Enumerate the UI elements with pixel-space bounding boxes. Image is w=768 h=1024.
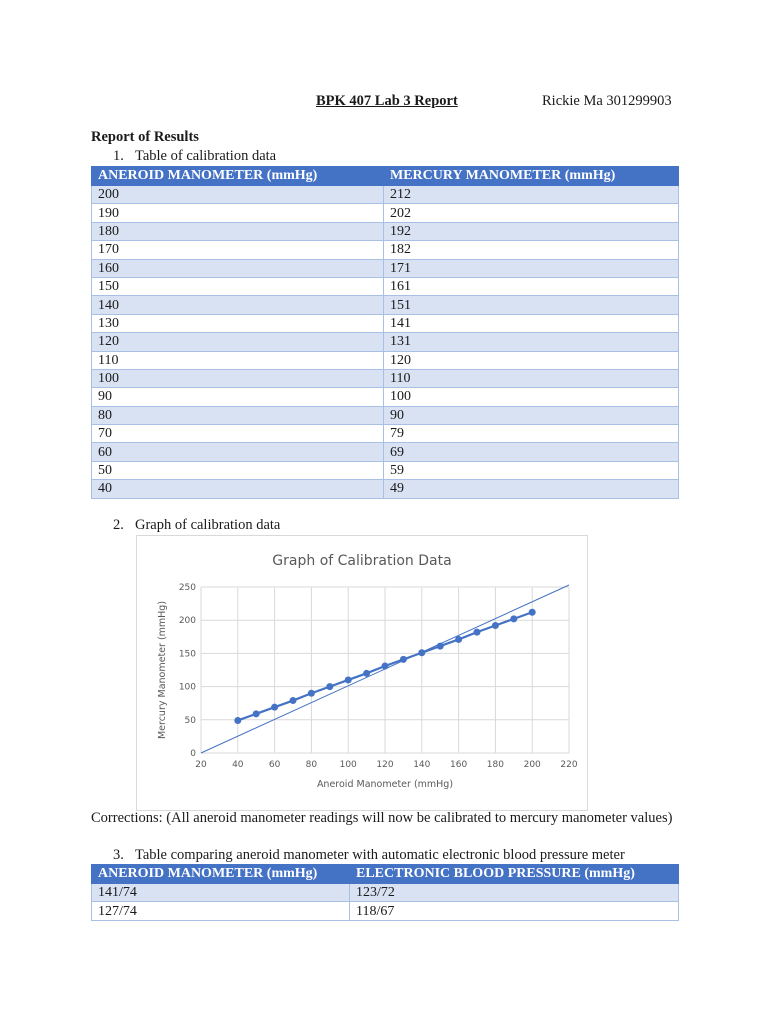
data-point (290, 697, 297, 704)
x-tick-label: 100 (339, 760, 357, 770)
x-axis-title: Aneroid Manometer (mmHg) (316, 779, 454, 790)
y-tick-label: 200 (178, 616, 196, 627)
aneroid-cell: 100 (92, 369, 384, 387)
item-text: Graph of calibration data (135, 517, 281, 533)
aneroid-cell: 190 (92, 204, 384, 222)
item-number: 1. (113, 148, 124, 164)
mercury-cell: 100 (384, 388, 679, 406)
aneroid-cell: 150 (92, 277, 384, 295)
table-row (92, 222, 679, 240)
x-tick-label: 40 (232, 760, 244, 770)
table-row (92, 259, 679, 277)
table-row (92, 204, 679, 222)
table-row (92, 406, 679, 424)
column-header-aneroid: ANEROID MANOMETER (mmHg) (92, 167, 384, 186)
comparison-table (91, 864, 679, 921)
x-tick-label: 80 (305, 760, 318, 770)
column-header-aneroid: ANEROID MANOMETER (mmHg) (92, 865, 350, 884)
item-text: Table comparing aneroid manometer with automatic electronic blood pressure meter (135, 847, 625, 863)
electronic-cell: 118/67 (350, 902, 679, 920)
corrections-note: Corrections: (All aneroid manometer readings will now be calibrated to mercury manometer values) (91, 810, 673, 826)
table-row (92, 425, 679, 443)
data-point (363, 670, 370, 677)
aneroid-cell: 170 (92, 241, 384, 259)
mercury-cell: 151 (384, 296, 679, 314)
table-row (92, 296, 679, 314)
y-tick-label: 250 (178, 583, 196, 593)
mercury-cell: 141 (384, 314, 679, 332)
x-tick-label: 180 (486, 760, 504, 770)
aneroid-cell: 90 (92, 388, 384, 406)
data-point (418, 649, 425, 656)
x-tick-label: 200 (523, 760, 541, 770)
data-point (400, 656, 407, 663)
x-tick-label: 20 (195, 760, 207, 770)
mercury-cell: 79 (384, 425, 679, 443)
mercury-cell: 131 (384, 333, 679, 351)
data-point (308, 690, 315, 697)
x-tick-label: 160 (450, 760, 468, 770)
x-tick-label: 60 (268, 760, 281, 770)
aneroid-cell: 140 (92, 296, 384, 314)
mercury-cell: 110 (384, 369, 679, 387)
aneroid-cell: 60 (92, 443, 384, 461)
y-tick-label: 150 (178, 649, 196, 660)
table-row (92, 388, 679, 406)
table-row (92, 884, 679, 902)
item-number: 3. (113, 847, 124, 863)
table-row (92, 241, 679, 259)
mercury-cell: 192 (384, 222, 679, 240)
table-row (92, 314, 679, 332)
table-row (92, 443, 679, 461)
y-tick-label: 100 (178, 682, 196, 693)
mercury-cell: 59 (384, 461, 679, 479)
mercury-cell: 90 (384, 406, 679, 424)
aneroid-cell: 160 (92, 259, 384, 277)
table-header-row (92, 167, 679, 186)
report-heading: Report of Results (91, 129, 199, 145)
data-point (326, 683, 333, 690)
data-point (234, 717, 241, 724)
aneroid-cell: 40 (92, 480, 384, 498)
aneroid-cell: 127/74 (92, 902, 350, 920)
x-tick-label: 220 (560, 760, 578, 770)
data-point (253, 710, 260, 717)
data-point (455, 636, 462, 643)
x-tick-label: 120 (376, 760, 394, 770)
electronic-cell: 123/72 (350, 884, 679, 902)
y-tick-label: 0 (190, 749, 196, 759)
y-axis-title: Mercury Manometer (mmHg) (157, 600, 168, 740)
table-row (92, 369, 679, 387)
table-header-row (92, 865, 679, 884)
aneroid-cell: 130 (92, 314, 384, 332)
mercury-cell: 69 (384, 443, 679, 461)
data-point (510, 615, 517, 622)
data-point (474, 629, 481, 636)
mercury-cell: 49 (384, 480, 679, 498)
aneroid-cell: 50 (92, 461, 384, 479)
chart-title: Graph of Calibration Data (272, 553, 452, 569)
table-row (92, 480, 679, 498)
document-title: BPK 407 Lab 3 Report (316, 93, 458, 109)
data-point (345, 676, 352, 683)
aneroid-cell: 110 (92, 351, 384, 369)
x-tick-label: 140 (413, 760, 431, 770)
aneroid-cell: 200 (92, 186, 384, 204)
table-row (92, 333, 679, 351)
mercury-cell: 120 (384, 351, 679, 369)
table-row (92, 461, 679, 479)
table-row (92, 351, 679, 369)
chart-svg (137, 536, 587, 810)
mercury-cell: 212 (384, 186, 679, 204)
mercury-cell: 171 (384, 259, 679, 277)
mercury-cell: 182 (384, 241, 679, 259)
mercury-cell: 161 (384, 277, 679, 295)
item-number: 2. (113, 517, 124, 533)
column-header-mercury: MERCURY MANOMETER (mmHg) (384, 167, 679, 186)
aneroid-cell: 70 (92, 425, 384, 443)
author-name: Rickie Ma 301299903 (542, 93, 672, 109)
data-point (382, 663, 389, 670)
aneroid-cell: 120 (92, 333, 384, 351)
column-header-electronic: ELECTRONIC BLOOD PRESSURE (mmHg) (350, 865, 679, 884)
aneroid-cell: 80 (92, 406, 384, 424)
data-point (492, 622, 499, 629)
data-point (271, 704, 278, 711)
mercury-cell: 202 (384, 204, 679, 222)
item-text: Table of calibration data (135, 148, 277, 164)
calibration-table (91, 166, 679, 499)
aneroid-cell: 180 (92, 222, 384, 240)
table-row (92, 186, 679, 204)
document-header (0, 93, 768, 113)
y-tick-label: 50 (184, 715, 196, 726)
data-point (437, 643, 444, 650)
aneroid-cell: 141/74 (92, 884, 350, 902)
calibration-chart (136, 535, 588, 811)
table-row (92, 902, 679, 920)
data-point (529, 609, 536, 616)
table-row (92, 277, 679, 295)
